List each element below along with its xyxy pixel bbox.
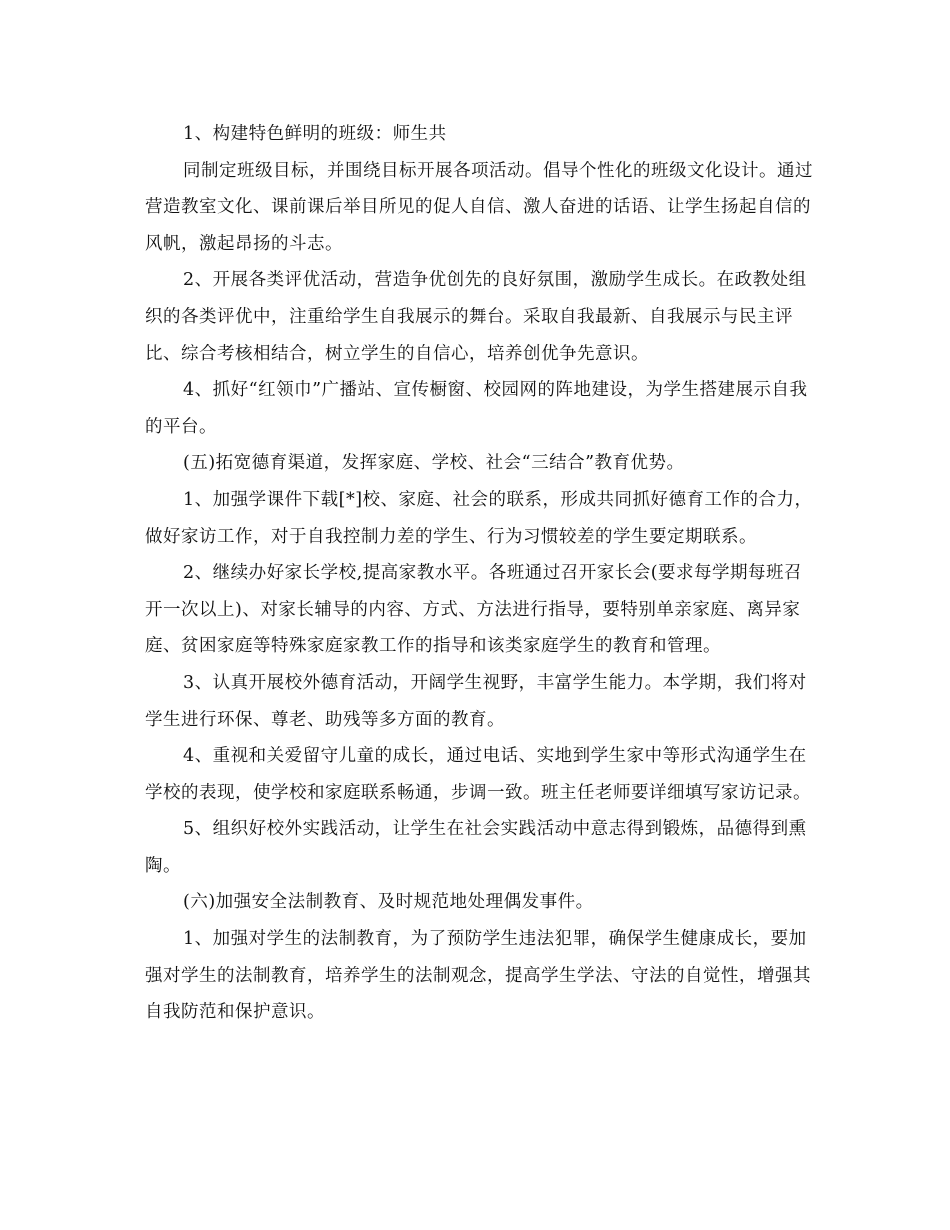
paragraph-class-building: 1、构建特色鲜明的班级：师生共	[183, 124, 447, 144]
paragraph-home-school-contact: 1、加强学课件下载[*]校、家庭、社会的联系，形成共同抓好德育工作的合力，做好家访工作，对于自我控制力差的学生、行为习惯较差的学生要定期联系。	[145, 489, 813, 547]
paragraph-practice-activities: 5、组织好校外实践活动，让学生在社会实践活动中意志得到锻炼，品德得到熏陶。	[145, 819, 807, 876]
paragraph-outside-school-education: 3、认真开展校外德育活动，开阔学生视野，丰富学生能力。本学期，我们将对学生进行环保、尊老、助残等多方面的教育。	[145, 672, 807, 730]
paragraph-left-behind-children: 4、重视和关爱留守儿童的成长，通过电话、实地到学生家中等形式沟通学生在学校的表现，使学校和家庭联系畅通，步调一致。班主任老师要详细填写家访记录。	[145, 746, 811, 803]
section-heading-five: (五)拓宽德育渠道，发挥家庭、学校、社会“三结合”教育优势。	[183, 453, 685, 474]
document-body	[145, 116, 813, 1031]
paragraph-parent-school: 2、继续办好家长学校,提高家教水平。各班通过召开家长会(要求每学期每班召开一次以上)、对家长辅导的内容、方式、方法进行指导，要特别单亲家庭、离异家庭、贫困家庭等特殊家庭家教工作的指导和该类家庭学生的教育和管理。	[145, 563, 803, 657]
paragraph-legal-education: 1、加强对学生的法制教育，为了预防学生违法犯罪，确保学生健康成长，要加强对学生的法制教育，培养学生的法制观念，提高学生学法、守法的自觉性，增强其自我防范和保护意识。	[145, 929, 811, 1023]
paragraph-class-goals: 同制定班级目标，并围绕目标开展各项活动。倡导个性化的班级文化设计。通过营造教室文化、课前课后举目所见的促人自信、激人奋进的话语、让学生扬起自信的风帆，激起昂扬的斗志。	[145, 160, 813, 254]
paragraph-evaluation-activities: 2、开展各类评优活动，营造争优创先的良好氛围，激励学生成长。在政教处组织的各类评优中，注重给学生自我展示的舞台。采取自我最新、自我展示与民主评比、综合考核相结合，树立学生的自信心，培养创优争先意识。	[145, 270, 807, 364]
paragraph-red-scarf-platform: 4、抓好“红领巾”广播站、宣传橱窗、校园网的阵地建设，为学生搭建展示自我的平台。	[145, 380, 808, 437]
section-heading-six: (六)加强安全法制教育、及时规范地处理偶发事件。	[183, 892, 594, 913]
